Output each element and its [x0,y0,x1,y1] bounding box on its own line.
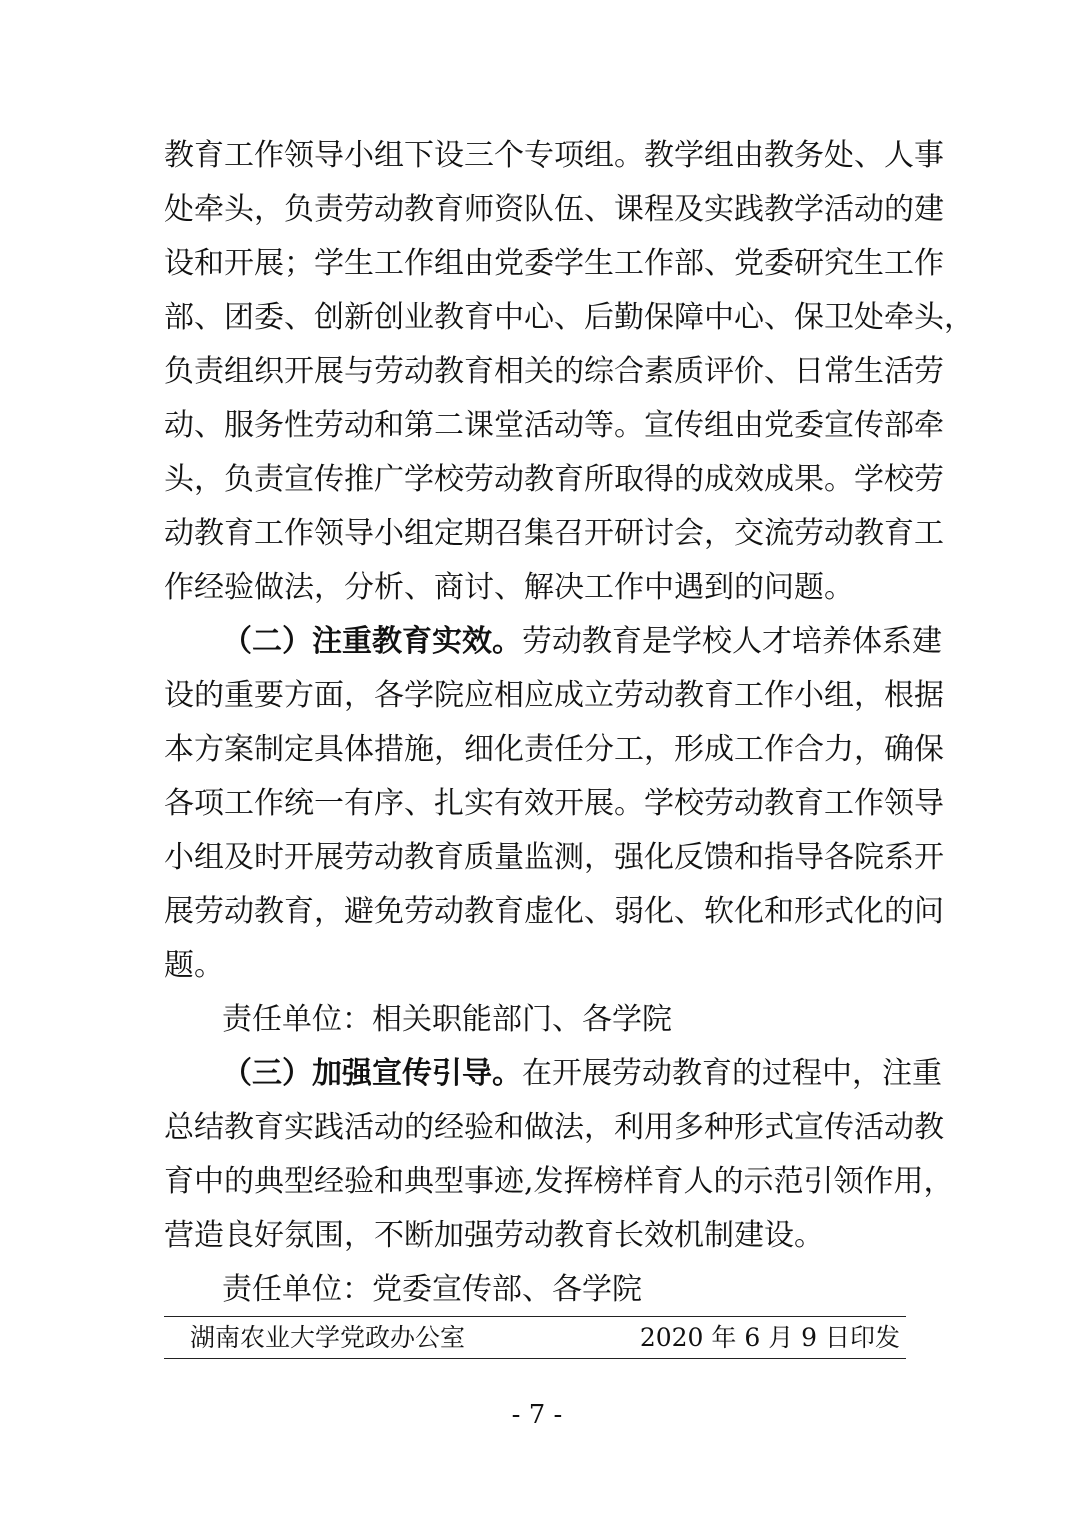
paragraph-line: 教育工作领导小组下设三个专项组。教学组由教务处、人事 [164,138,944,173]
paragraph-line: 头，负责宣传推广学校劳动教育所取得的成效成果。学校劳 [164,462,944,497]
paragraph-line: 设的重要方面，各学院应相应成立劳动教育工作小组，根据 [164,678,944,713]
paragraph-line: 各项工作统一有序、扎实有效开展。学校劳动教育工作领导 [164,786,944,821]
paragraph-line: 总结教育实践活动的经验和做法，利用多种形式宣传活动教 [164,1110,944,1145]
paragraph-line: 部、团委、创新创业教育中心、后勤保障中心、保卫处牵头， [164,300,974,335]
section-heading: （二）注重教育实效。 [222,624,522,659]
paragraph-line: 题。 [164,948,224,983]
paragraph-line: 处牵头，负责劳动教育师资队伍、课程及实践教学活动的建 [164,192,944,227]
section-first-line [222,615,942,669]
section-heading: （三）加强宣传引导。 [222,1056,522,1091]
paragraph-line: 作经验做法，分析、商讨、解决工作中遇到的问题。 [164,570,854,605]
paragraph-line: 动、服务性劳动和第二课堂活动等。宣传组由党委宣传部牵 [164,408,944,443]
footer-bottom-rule [164,1358,906,1359]
section-text: 在开展劳动教育的过程中，注重 [522,1056,942,1091]
section-first-line [222,1047,942,1101]
paragraph-line: 设和开展；学生工作组由党委学生工作部、党委研究生工作 [164,246,944,281]
paragraph-line: 小组及时开展劳动教育质量监测，强化反馈和指导各院系开 [164,840,944,875]
page-number: - 7 - [511,1400,563,1430]
paragraph-line: 育中的典型经验和典型事迹,发挥榜样育人的示范引领作用， [164,1164,954,1199]
responsibility-line: 责任单位：相关职能部门、各学院 [222,1002,672,1037]
footer-issuer: 湖南农业大学党政办公室 [190,1323,466,1352]
paragraph-line: 动教育工作领导小组定期召集召开研讨会，交流劳动教育工 [164,516,944,551]
footer-top-rule [164,1316,906,1317]
paragraph-line: 本方案制定具体措施，细化责任分工，形成工作合力，确保 [164,732,944,767]
paragraph-line: 展劳动教育，避免劳动教育虚化、弱化、软化和形式化的问 [164,894,944,929]
responsibility-line: 责任单位：党委宣传部、各学院 [222,1272,642,1307]
paragraph-line: 营造良好氛围，不断加强劳动教育长效机制建设。 [164,1218,824,1253]
paragraph-line: 负责组织开展与劳动教育相关的综合素质评价、日常生活劳 [164,354,944,389]
section-text: 劳动教育是学校人才培养体系建 [522,624,942,659]
footer-date: 2020 年 6 月 9 日印发 [639,1323,900,1352]
